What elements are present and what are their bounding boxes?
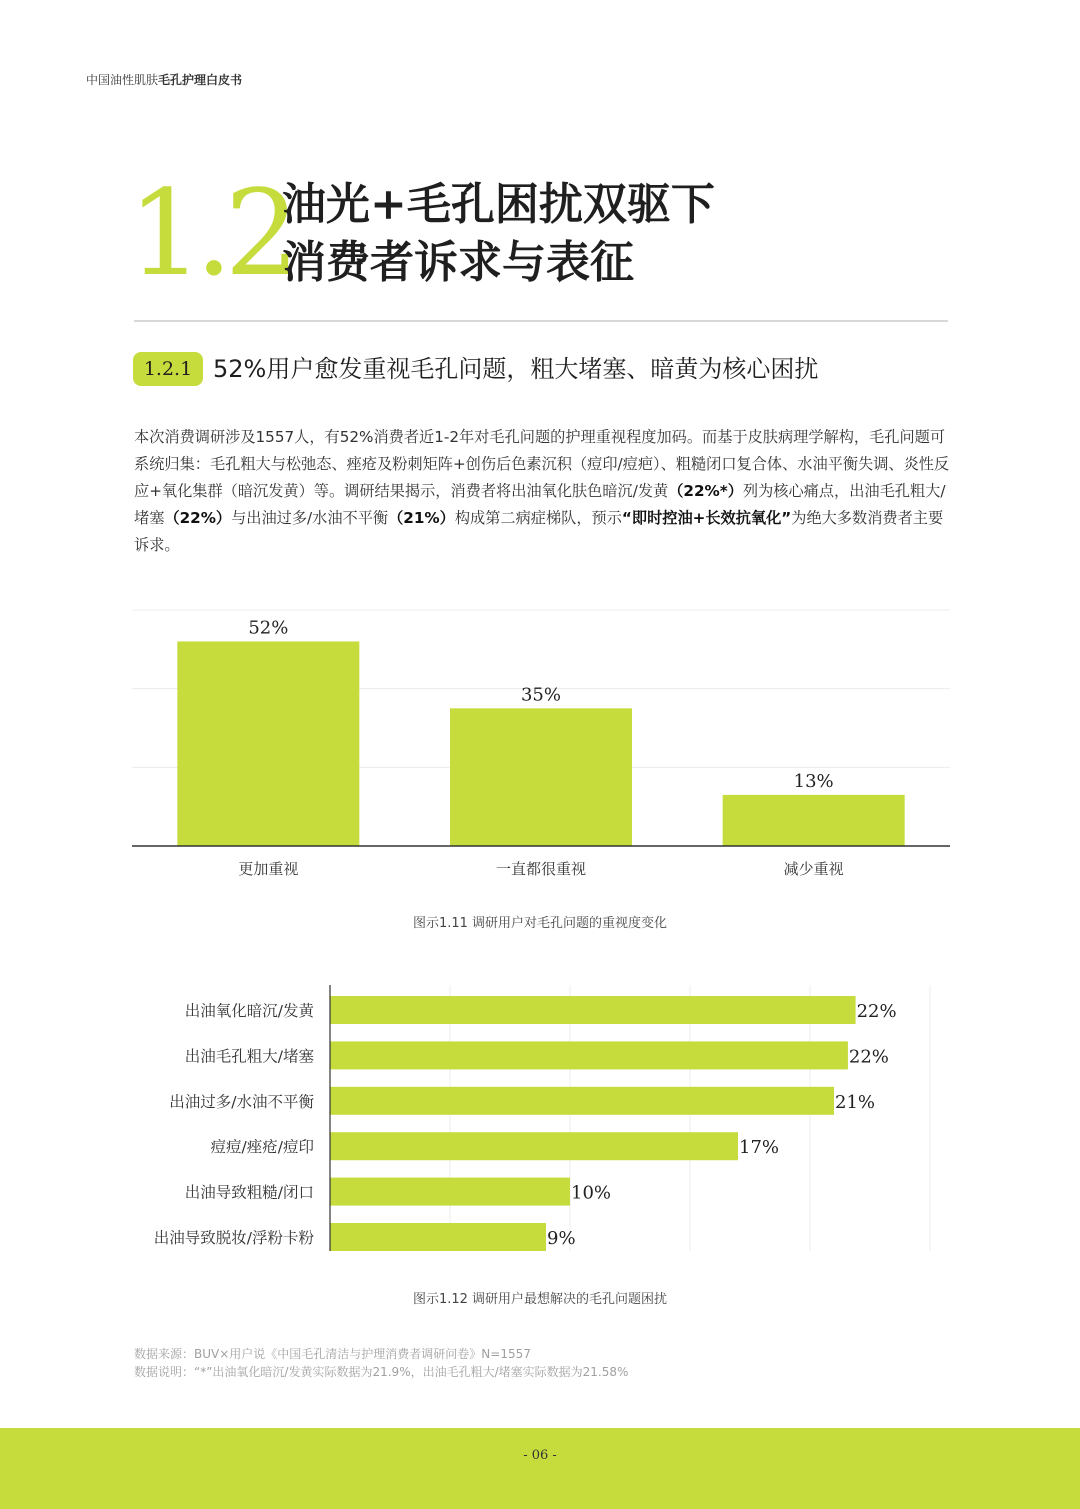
bar-value-label: 10%	[571, 1182, 612, 1204]
bar-value-label: 13%	[793, 770, 834, 792]
body-text-1: 本次消费调研涉及1557人，有52%消费者近1-2年对毛孔问题的护理重视程度加码。而基于皮肤病理学解构，毛孔问题可系统归集：毛孔粗大与松弛态、痤疮及粉刺矩阵+创伤后色素沉积（痘印/痘疤）、粗糙闭口复合体、水油平衡失调、炎性反应+氧化集群（暗沉发黄）等。调研结果揭示，消费者将出油氧化肤色暗沉/发黄	[134, 428, 950, 500]
page-number: - 06 -	[523, 1448, 557, 1463]
data-notes	[134, 1345, 628, 1381]
importance-bar-chart	[130, 600, 952, 890]
category-label: 出油毛孔粗大/堵塞	[184, 1047, 314, 1066]
body-bold-1: （22%*）	[668, 482, 743, 500]
section-divider	[134, 320, 948, 322]
category-label: 痘痘/痤疮/痘印	[210, 1138, 314, 1157]
running-header	[86, 71, 242, 88]
section-number: 1.2	[128, 164, 292, 302]
running-header-title: 毛孔护理白皮书	[158, 73, 243, 87]
section-title-line2: 消费者诉求与表征	[282, 237, 634, 288]
section-title-line1: 油光+毛孔困扰双驱下	[282, 179, 715, 230]
bar-2	[450, 708, 632, 846]
pore-concerns-bar-chart	[130, 985, 952, 1260]
bar-5	[330, 1178, 570, 1206]
bar-value-label: 22%	[848, 1046, 889, 1068]
bar-value-label: 22%	[856, 1001, 897, 1022]
bar-1	[177, 641, 359, 846]
bar-6	[330, 1223, 546, 1251]
category-label: 出油导致脱妆/浮粉卡粉	[153, 1229, 314, 1247]
category-label: 出油过多/水油不平衡	[169, 1092, 314, 1111]
category-label: 减少重视	[783, 860, 844, 878]
body-text-4: 构成第二病症梯队，预示	[454, 509, 622, 527]
category-label: 出油氧化暗沉/发黄	[184, 1002, 314, 1020]
bar-value-label: 17%	[739, 1137, 780, 1159]
bar-2	[330, 1041, 848, 1069]
body-bold-2: （22%）	[164, 509, 232, 527]
category-label: 出油导致粗糙/闭口	[184, 1183, 314, 1202]
bar-3	[330, 1087, 834, 1115]
section-title	[282, 176, 715, 292]
category-label: 一直都很重视	[495, 860, 587, 878]
bar-1	[330, 996, 856, 1024]
subsection-number-badge: 1.2.1	[133, 352, 203, 386]
bar-value-label: 52%	[248, 617, 289, 639]
body-bold-3: （21%）	[388, 509, 455, 527]
chart1-caption: 图示1.11 调研用户对毛孔问题的重视度变化	[412, 916, 668, 931]
running-header-prefix: 中国油性肌肤	[86, 73, 159, 87]
data-explanation-note: 数据说明：“*”出油氧化暗沉/发黄实际数据为21.9%，出油毛孔粗大/堵塞实际数据为21.58%	[134, 1365, 629, 1379]
data-source-note: 数据来源：BUV×用户说《中国毛孔清洁与护理消费者调研问卷》N=1557	[134, 1347, 531, 1361]
bar-value-label: 9%	[547, 1228, 576, 1249]
bar-value-label: 35%	[520, 684, 562, 706]
category-label: 更加重视	[238, 860, 299, 878]
bar-3	[723, 795, 905, 846]
body-paragraph	[134, 424, 950, 559]
bar-value-label: 21%	[835, 1091, 876, 1113]
body-text-5: 为绝大多数消费者主要诉求。	[134, 509, 944, 554]
chart2-caption: 图示1.12 调研用户最想解决的毛孔问题困扰	[412, 1292, 668, 1307]
body-bold-4: “即时控油+长效抗氧化”	[621, 509, 792, 527]
subsection-title: 52%用户愈发重视毛孔问题，粗大堵塞、暗黄为核心困扰	[213, 355, 819, 383]
body-text-2: 列为核心痛点，出油毛孔粗大/堵塞	[134, 482, 946, 527]
body-text-3: 与出油过多/水油不平衡	[231, 509, 389, 527]
footer-band	[0, 1428, 1080, 1509]
bar-4	[330, 1132, 738, 1160]
